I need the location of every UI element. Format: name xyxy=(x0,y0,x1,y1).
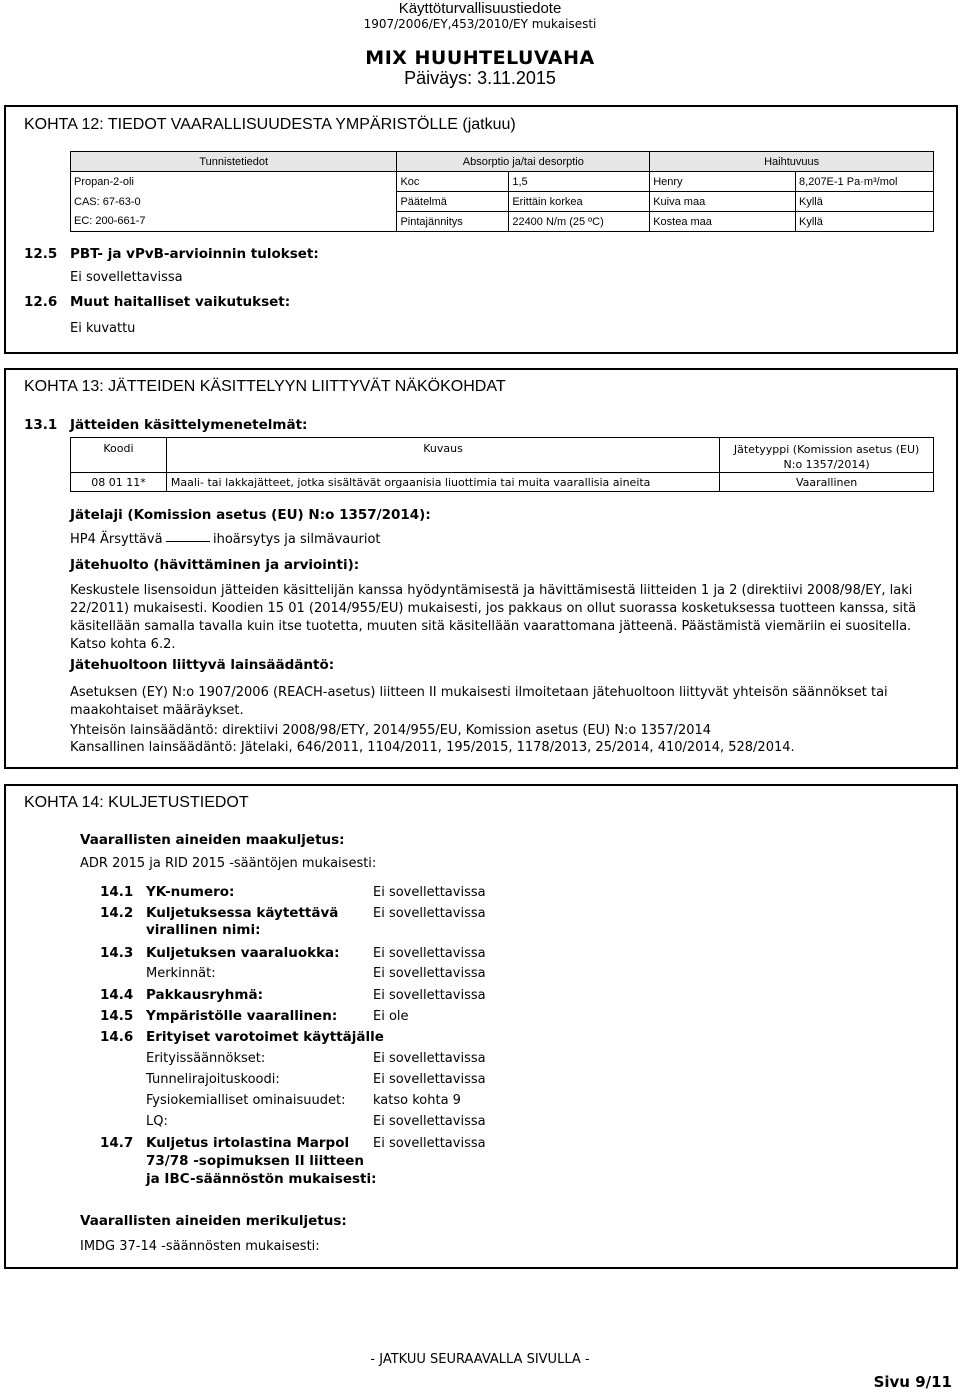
tunnelirajoituskoodi-value: Ei sovellettavissa xyxy=(373,1072,486,1087)
header-absorptio: Absorptio ja/tai desorptio xyxy=(397,152,650,172)
table-cell: Propan-2-oli xyxy=(71,172,397,192)
item-14-5-value: Ei ole xyxy=(373,1009,409,1024)
maakuljetus-title: Vaarallisten aineiden maakuljetus: xyxy=(80,832,345,848)
jatelaji-description: ihoärsytys ja silmävauriot xyxy=(213,532,381,547)
table-cell: Henry xyxy=(650,172,796,192)
laki-text: Asetuksen (EY) N:o 1907/2006 (REACH-asetus) liitteen II mukaisesti ilmoitetaan jätehuoltoon liittyvät yhteisön säännökset tai maakohtaiset määräykset. xyxy=(70,685,888,718)
volatility-table xyxy=(70,151,934,232)
item-14-2-number: 14.2 xyxy=(100,905,134,921)
merikuljetus-title: Vaarallisten aineiden merikuljetus: xyxy=(80,1213,347,1229)
table-cell: CAS: 67-63-0 xyxy=(71,192,397,212)
item-14-2-label: Kuljetuksessa käytettävä xyxy=(146,905,339,921)
section-13-title: KOHTA 13: JÄTTEIDEN KÄSITTELYYN LIITTYVÄT NÄKÖKOHDAT xyxy=(24,378,506,395)
item-14-2-label-cont: virallinen nimi: xyxy=(146,922,261,938)
erityissaannokset-value: Ei sovellettavissa xyxy=(373,1051,486,1066)
item-14-1-label: YK-numero: xyxy=(146,884,235,900)
table-cell: Kyllä xyxy=(796,192,934,212)
table-cell: Pintajännitys xyxy=(397,212,509,232)
subsection-12-6-number: 12.6 xyxy=(24,294,58,310)
waste-type: Vaarallinen xyxy=(720,473,934,492)
item-14-4-label: Pakkausryhmä: xyxy=(146,987,263,1003)
document-date: Päiväys: 3.11.2015 xyxy=(404,68,556,88)
item-14-6-label: Erityiset varotoimet käyttäjälle xyxy=(146,1029,384,1045)
header-haihtuvuus: Haihtuvuus xyxy=(650,152,934,172)
section-14-title: KOHTA 14: KULJETUSTIEDOT xyxy=(24,794,249,811)
waste-code: 08 01 11* xyxy=(71,473,167,492)
maakuljetus-subtitle: ADR 2015 ja RID 2015 -sääntöjen mukaisesti: xyxy=(80,856,377,871)
section-12-title: KOHTA 12: TIEDOT VAARALLISUUDESTA YMPÄRISTÖLLE (jatkuu) xyxy=(24,116,516,133)
jatehuolto-text: Keskustele lisensoidun jätteiden käsittelijän kanssa hyödyntämisestä ja hävittämisestä liitteiden 1 ja 2 (direktiivi 2008/98/EY, laki 22/2011) mukaisesti. Koodien 15 01 (2014/955/EU) mukaisesti, jos pakkaus on ollut suorassa kosketuksessa tuotteen kanssa, sitä käsitellään samalla tavalla kuin itse tuotetta, muuten sitä käsitellään vaarattomana jätteenä. Päästämistä viemäriin ei suositella. Katso kohta 6.2. xyxy=(70,583,917,652)
table-row xyxy=(71,212,934,232)
subsection-12-5-value: Ei sovellettavissa xyxy=(70,270,183,285)
table-cell: Kyllä xyxy=(796,212,934,232)
erityissaannokset-label: Erityissäännökset: xyxy=(146,1051,266,1066)
table-cell: EC: 200-661-7 xyxy=(71,212,397,232)
item-14-1-value: Ei sovellettavissa xyxy=(373,885,486,900)
header-kuvaus: Kuvaus xyxy=(166,438,719,473)
item-14-3-number: 14.3 xyxy=(100,945,134,961)
item-14-4-value: Ei sovellettavissa xyxy=(373,988,486,1003)
table-cell: Koc xyxy=(397,172,509,192)
jatelaji-code: HP4 Ärsyttävä xyxy=(70,532,163,547)
item-14-7-label: Kuljetus irtolastina Marpol xyxy=(146,1135,350,1151)
tunnelirajoituskoodi-label: Tunnelirajoituskoodi: xyxy=(146,1072,280,1087)
document-title: Käyttöturvallisuustiedote xyxy=(398,0,562,17)
product-name: MIX HUUHTELUVAHA xyxy=(365,47,595,69)
item-14-3-value: Ei sovellettavissa xyxy=(373,946,486,961)
header-tunnistetiedot: Tunnistetiedot xyxy=(71,152,397,172)
fysiokemialliset-label: Fysiokemialliset ominaisuudet: xyxy=(146,1093,346,1108)
subsection-13-1-number: 13.1 xyxy=(24,417,58,433)
subsection-12-5-title: PBT- ja vPvB-arvioinnin tulokset: xyxy=(70,246,319,262)
waste-code-table xyxy=(70,437,934,492)
subsection-12-5-number: 12.5 xyxy=(24,246,58,262)
table-cell: Päätelmä xyxy=(397,192,509,212)
item-14-6-number: 14.6 xyxy=(100,1029,134,1045)
lq-label: LQ: xyxy=(146,1114,168,1129)
jatelaji-title: Jätelaji (Komission asetus (EU) N:o 1357/2014): xyxy=(70,507,431,523)
table-row xyxy=(71,192,934,212)
continue-note: - JATKUU SEURAAVALLA SIVULLA - xyxy=(370,1352,590,1367)
item-14-3-merkinnat-label: Merkinnät: xyxy=(146,966,216,981)
merikuljetus-subtitle: IMDG 37-14 -säännösten mukaisesti: xyxy=(80,1239,320,1254)
page-number: Sivu 9/11 xyxy=(873,1373,952,1391)
table-row xyxy=(71,473,934,492)
item-14-5-number: 14.5 xyxy=(100,1008,134,1024)
item-14-7-value: Ei sovellettavissa xyxy=(373,1136,486,1151)
table-row xyxy=(71,172,934,192)
yhteison-lainsaadanto: Yhteisön lainsäädäntö: direktiivi 2008/98/ETY, 2014/955/EU, Komission asetus (EU) N:o 1357/2014 xyxy=(70,723,712,738)
header-koodi: Koodi xyxy=(71,438,167,473)
subsection-12-6-value: Ei kuvattu xyxy=(70,321,136,336)
item-14-7-number: 14.7 xyxy=(100,1135,134,1151)
waste-description: Maali- tai lakkajätteet, jotka sisältävät orgaanisia liuottimia tai muita vaarallisia aineita xyxy=(166,473,719,492)
subsection-13-1-title: Jätteiden käsittelymenetelmät: xyxy=(70,417,308,433)
fysiokemialliset-value: katso kohta 9 xyxy=(373,1093,461,1108)
jatehuolto-title: Jätehuolto (hävittäminen ja arviointi): xyxy=(70,557,360,573)
item-14-5-label: Ympäristölle vaarallinen: xyxy=(146,1008,338,1024)
subsection-12-6-title: Muut haitalliset vaikutukset: xyxy=(70,294,291,310)
item-14-7-label-cont: 73/78 -sopimuksen II liitteen xyxy=(146,1153,365,1169)
table-cell: 1,5 xyxy=(509,172,650,192)
item-14-3-label: Kuljetuksen vaaraluokka: xyxy=(146,945,340,961)
laki-title: Jätehuoltoon liittyvä lainsäädäntö: xyxy=(70,657,335,673)
table-cell: 22400 N/m (25 ºC) xyxy=(509,212,650,232)
item-14-1-number: 14.1 xyxy=(100,884,134,900)
table-cell: 8,207E-1 Pa·m³/mol xyxy=(796,172,934,192)
table-header-row xyxy=(71,152,934,172)
item-14-3-merkinnat-value: Ei sovellettavissa xyxy=(373,966,486,981)
lq-value: Ei sovellettavissa xyxy=(373,1114,486,1129)
kansallinen-lainsaadanto: Kansallinen lainsäädäntö: Jätelaki, 646/2011, 1104/2011, 195/2015, 1178/2013, 25/2014, 410/2014, 528/2014. xyxy=(70,740,795,755)
table-cell: Kostea maa xyxy=(650,212,796,232)
item-14-2-value: Ei sovellettavissa xyxy=(373,906,486,921)
table-cell: Erittäin korkea xyxy=(509,192,650,212)
waste-header-row xyxy=(71,438,934,473)
item-14-4-number: 14.4 xyxy=(100,987,134,1003)
table-cell: Kuiva maa xyxy=(650,192,796,212)
item-14-7-label-cont2: ja IBC-säännöstön mukaisesti: xyxy=(146,1171,377,1187)
dash-line xyxy=(166,541,210,542)
header-jatetyyppi: Jätetyyppi (Komission asetus (EU) N:o 1357/2014) xyxy=(720,438,934,473)
regulation-reference: 1907/2006/EY,453/2010/EY mukaisesti xyxy=(363,17,597,31)
